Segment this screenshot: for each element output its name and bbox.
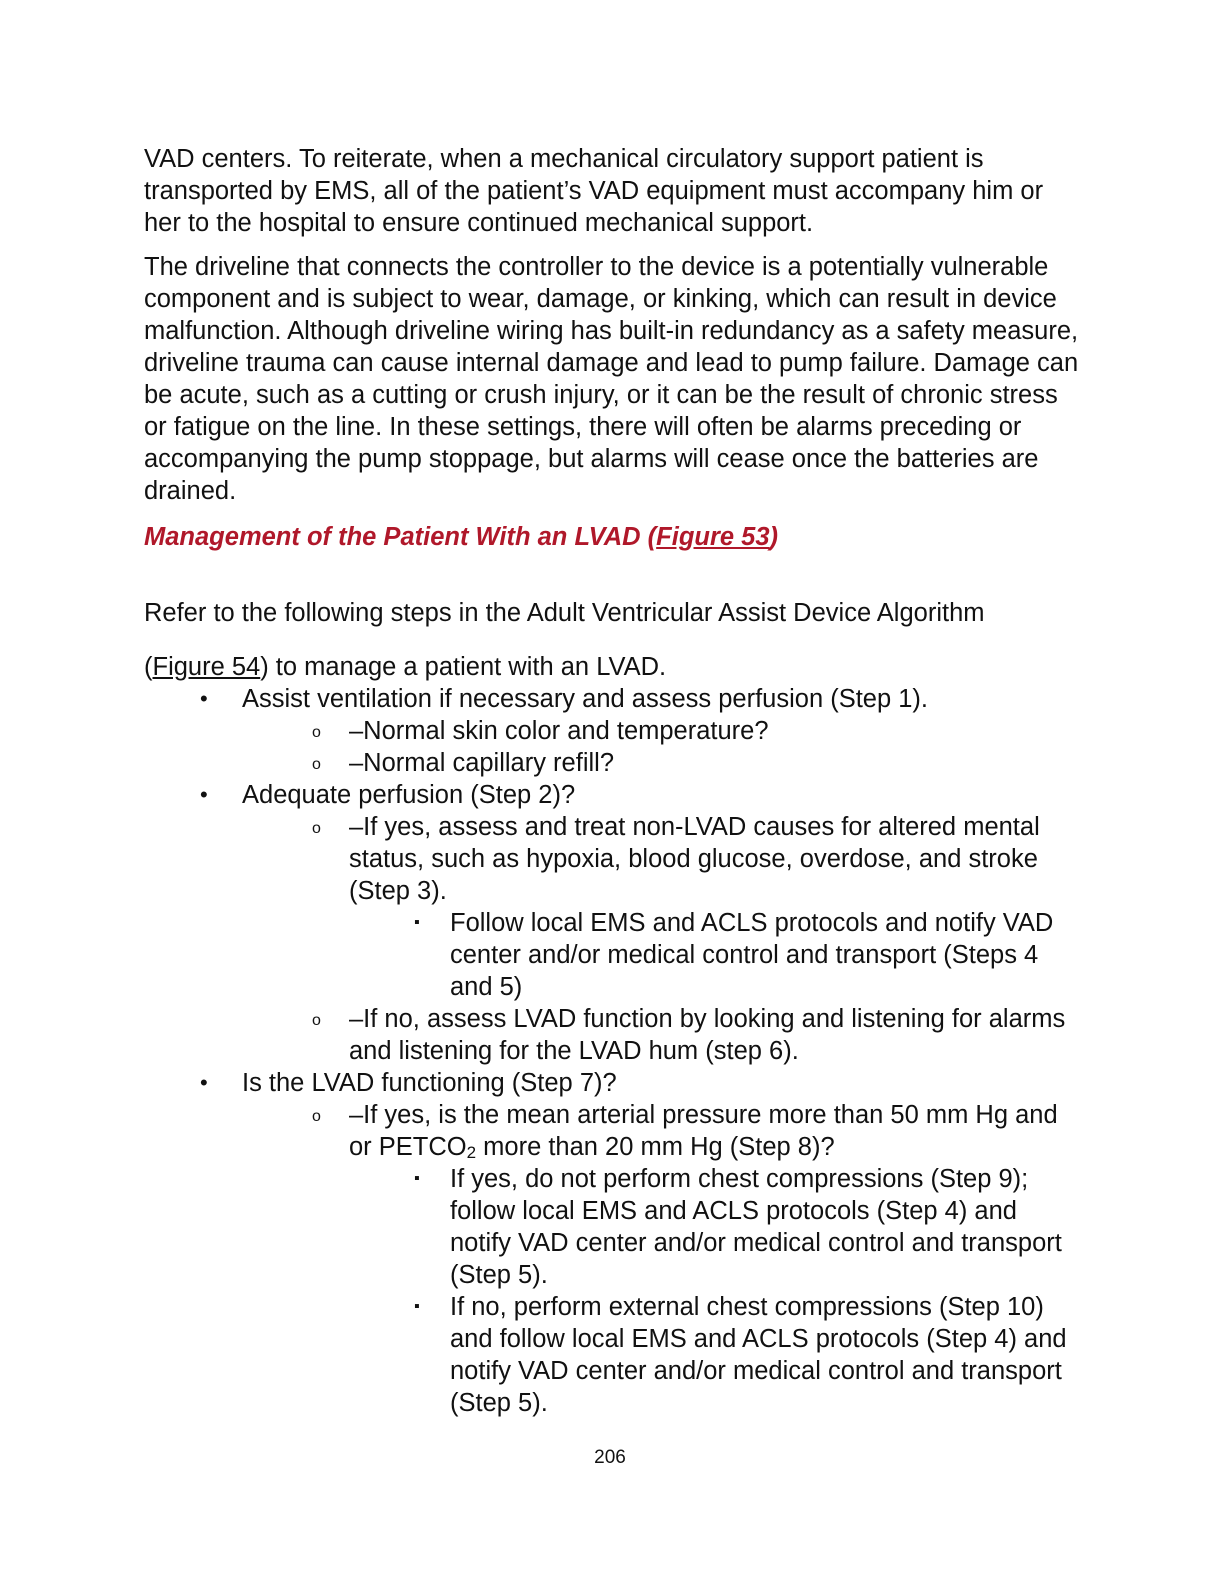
- list-item-text: –If yes, assess and treat non-LVAD causes for altered mental status, such as hypoxia, blood glucose, overdose, and stroke (Step 3).: [349, 813, 1040, 905]
- list-item: [144, 715, 1084, 747]
- circle-bullet-icon: o: [312, 1108, 321, 1125]
- list-item-text: –Normal capillary refill?: [349, 749, 614, 777]
- circle-bullet-icon: o: [312, 820, 321, 837]
- bullet-icon: •: [200, 1070, 208, 1095]
- square-bullet-icon: ▪: [414, 1170, 420, 1187]
- list-item: [144, 1099, 1084, 1419]
- page-number: 206: [594, 1447, 626, 1468]
- list-item: [144, 779, 1084, 1067]
- heading-text: Management of the Patient With an LVAD (: [144, 523, 657, 551]
- list-item-text: Follow local EMS and ACLS protocols and notify VAD center and/or medical control and transport (Steps 4 and 5): [450, 909, 1054, 1001]
- heading-close: ): [769, 523, 779, 551]
- circle-bullet-icon: o: [312, 1012, 321, 1029]
- list-item: [144, 1067, 1084, 1419]
- list-item: [144, 747, 1084, 779]
- page-content: [144, 143, 1084, 1419]
- list-item-text: Adequate perfusion (Step 2)?: [242, 781, 576, 809]
- intro-open: (: [144, 653, 153, 681]
- list-item-text: Is the LVAD functioning (Step 7)?: [242, 1069, 617, 1097]
- list-item: [144, 1003, 1084, 1067]
- list-item-text: –If no, assess LVAD function by looking and listening for alarms and listening for the LVAD hum (step 6).: [349, 1005, 1066, 1065]
- intro-line-1: Refer to the following steps in the Adult Ventricular Assist Device Algorithm: [144, 599, 985, 627]
- list-item: [144, 1163, 1084, 1291]
- circle-bullet-icon: o: [312, 724, 321, 741]
- figure-53-link[interactable]: Figure 53: [656, 523, 770, 551]
- list-item-text: If no, perform external chest compressions (Step 10) and follow local EMS and ACLS protocols (Step 4) and notify VAD center and/or medical control and transport (Step 5).: [450, 1293, 1067, 1417]
- intro-line-2: [144, 651, 1084, 683]
- list-item-text: –Normal skin color and temperature?: [349, 717, 769, 745]
- section-heading: [144, 521, 1084, 553]
- list-item-text: If yes, do not perform chest compressions (Step 9); follow local EMS and ACLS protocols (Step 4) and notify VAD center and/or medical control and transport (Step 5).: [450, 1165, 1062, 1289]
- list-item-text: more than 20 mm Hg (Step 8)?: [476, 1133, 835, 1161]
- list-item: [144, 811, 1084, 1003]
- list-item-text: Assist ventilation if necessary and assess perfusion (Step 1).: [242, 685, 928, 713]
- square-bullet-icon: ▪: [414, 1298, 420, 1315]
- steps-list: [144, 683, 1084, 1419]
- list-item: [144, 907, 1084, 1003]
- intro-rest: ) to manage a patient with an LVAD.: [260, 653, 667, 681]
- list-item: [144, 683, 1084, 779]
- circle-bullet-icon: o: [312, 756, 321, 773]
- figure-54-link[interactable]: Figure 54: [152, 653, 261, 681]
- paragraph-vad-centers: VAD centers. To reiterate, when a mechanical circulatory support patient is transported by EMS, all of the patient’s VAD equipment must accompany him or her to the hospital to ensure continued mechanical support.: [144, 145, 1044, 237]
- list-item-text: –If yes, is the mean arterial pressure more than 50 mm Hg and or PETCO: [349, 1101, 1058, 1161]
- bullet-icon: •: [200, 782, 208, 807]
- square-bullet-icon: ▪: [414, 914, 420, 931]
- bullet-icon: •: [200, 686, 208, 711]
- paragraph-driveline: The driveline that connects the controller to the device is a potentially vulnerable component and is subject to wear, damage, or kinking, which can result in device malfunction. Although driveline wiring has built-in redundancy as a safety measure, driveline trauma can cause internal damage and lead to pump failure. Damage can be acute, such as a cutting or crush injury, or it can be the result of chronic stress or fatigue on the line. In these settings, there will often be alarms preceding or accompanying the pump stoppage, but alarms will cease once the batteries are drained.: [144, 253, 1079, 505]
- subscript: 2: [466, 1143, 477, 1162]
- list-item: [144, 1291, 1084, 1419]
